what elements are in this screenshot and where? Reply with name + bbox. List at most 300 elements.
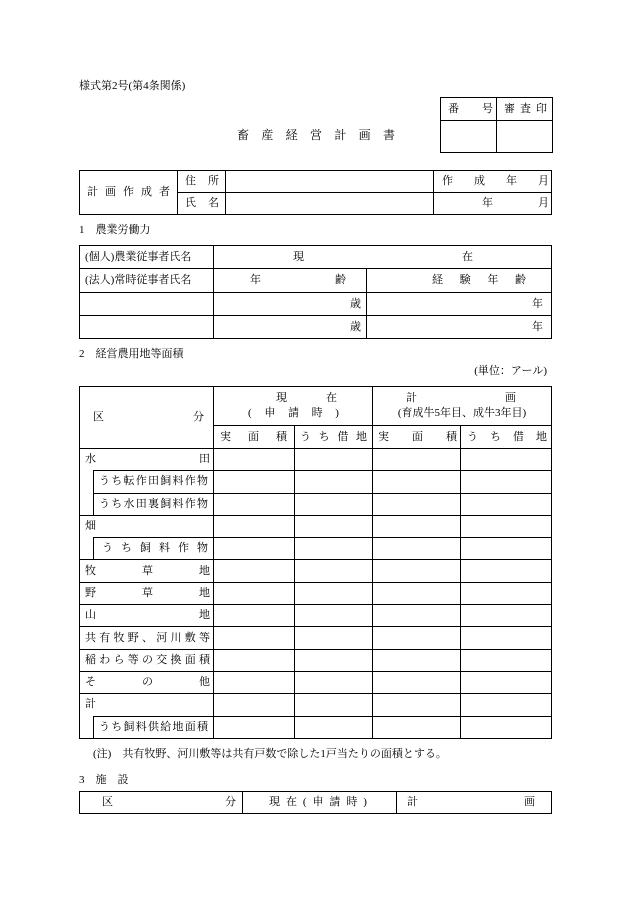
plan-area-cell: [373, 493, 461, 515]
plan-area-cell: [373, 582, 461, 604]
corporate-label-cell: [80, 269, 214, 293]
current-leased-cell: [295, 560, 373, 582]
facilities-table: [79, 791, 552, 814]
label-glyph: う: [467, 430, 478, 443]
current-area-cell: [214, 582, 295, 604]
label-glyph: 月: [538, 197, 549, 209]
label-glyph: ち: [121, 542, 132, 555]
plan-leased-header: [461, 426, 552, 449]
current-header-cell: [214, 387, 373, 426]
label-glyph: 積: [199, 653, 210, 666]
current-area-cell: [214, 493, 295, 515]
category-label: [80, 411, 213, 424]
label-glyph: 野: [127, 631, 139, 644]
label-glyph: 水: [123, 497, 135, 510]
experience-header-cell: [367, 269, 552, 293]
label-glyph: 営: [309, 128, 322, 142]
plan-area-cell: [373, 471, 461, 493]
row-label-cell: [80, 694, 214, 716]
label-glyph: ): [363, 796, 367, 808]
creator-table: [79, 170, 552, 215]
label-glyph: 画: [105, 186, 116, 198]
label-glyph: 借: [513, 430, 524, 443]
label-glyph: 所: [208, 175, 219, 187]
label-glyph: 積: [276, 430, 287, 443]
experience-cell: [367, 316, 552, 339]
plan-leased-cell: [461, 627, 552, 649]
land-row-feed-supply: [80, 716, 552, 738]
plan-leased-cell: [461, 538, 552, 560]
facilities-plan-label: [397, 796, 551, 809]
label-glyph: 面: [248, 430, 259, 443]
label-glyph: 産: [261, 128, 274, 142]
label-glyph: ): [335, 407, 339, 419]
label-glyph: 現: [269, 796, 280, 808]
land-row-paddy: [80, 449, 552, 471]
plan-area-cell: [373, 515, 461, 537]
label-glyph: 地: [355, 430, 367, 443]
label-glyph: 時: [311, 407, 323, 419]
label-glyph: 敷: [184, 631, 196, 644]
label-glyph: 物: [197, 542, 208, 555]
label-glyph: 裏: [148, 497, 159, 510]
review-stamp-label: [497, 103, 552, 116]
plan-leased-label: [461, 431, 551, 444]
creator-label-cell: [80, 171, 178, 215]
label-glyph: 飼: [160, 497, 172, 510]
label-glyph: 有: [99, 631, 111, 644]
plan-area-cell: [373, 649, 461, 671]
label-glyph: 分: [193, 411, 204, 423]
label-glyph: 請: [287, 407, 299, 419]
current-area-cell: [214, 671, 295, 693]
label-glyph: 稲: [85, 653, 96, 666]
label-glyph: (: [302, 796, 307, 808]
label-glyph: 作: [442, 175, 453, 187]
stamp-header-row: [441, 98, 553, 121]
label-glyph: 画: [505, 392, 517, 404]
current-leased-header: [295, 426, 373, 449]
label-glyph: 名: [208, 197, 219, 209]
plan-area-cell: [373, 716, 461, 738]
label-glyph: 実: [378, 430, 389, 443]
label-glyph: 経: [432, 274, 443, 286]
label-glyph: 成: [141, 186, 152, 198]
label-glyph: 野: [85, 586, 96, 599]
created-date-label-cell: [434, 171, 552, 193]
label-glyph: 査: [520, 102, 531, 115]
review-stamp-header-cell: [497, 98, 553, 121]
label-glyph: 氏: [185, 197, 196, 209]
experience-unit: 年: [532, 320, 543, 333]
labor-heading: 1 農業労働力: [79, 224, 151, 236]
current-label: [214, 391, 372, 406]
row-label-paddy: [80, 453, 213, 466]
plan-leased-cell: [461, 605, 552, 627]
worker-name-cell: [80, 293, 214, 316]
plan-area-cell: [373, 605, 461, 627]
label-glyph: う: [99, 475, 110, 488]
label-glyph: 等: [127, 653, 139, 666]
experience-label: [367, 274, 551, 287]
stamp-value-row: [441, 121, 553, 153]
label-glyph: 飼: [160, 475, 172, 488]
label-glyph: 齢: [335, 274, 346, 286]
label-glyph: う: [102, 542, 113, 555]
label-glyph: 積: [446, 430, 457, 443]
row-label-cell: [80, 515, 214, 537]
row-label-cell: [80, 627, 214, 649]
label-glyph: 共: [85, 631, 96, 644]
land-row-mountain: [80, 605, 552, 627]
row-label-other: [80, 676, 213, 689]
label-glyph: 換: [170, 653, 182, 666]
label-glyph: 区: [102, 796, 113, 808]
label-glyph: 作: [184, 475, 196, 488]
current-area-cell: [214, 471, 295, 493]
label-glyph: 現: [276, 392, 287, 404]
row-label-cell: [80, 605, 214, 627]
label-glyph: 、: [142, 631, 153, 644]
label-glyph: 作: [184, 497, 196, 510]
label-glyph: 川: [170, 631, 182, 644]
label-glyph: 地: [172, 720, 184, 733]
label-glyph: 験: [459, 274, 471, 286]
current-area-cell: [214, 694, 295, 716]
row-label-cell: [94, 493, 214, 515]
labor-row: [80, 316, 552, 339]
label-glyph: 面: [184, 653, 196, 666]
row-label-cell: [80, 449, 214, 471]
label-glyph: 山: [85, 609, 96, 622]
current-area-cell: [214, 449, 295, 471]
label-glyph: 申: [312, 796, 324, 808]
label-glyph: 物: [197, 497, 208, 510]
current-leased-cell: [295, 493, 373, 515]
current-area-cell: [214, 538, 295, 560]
label-glyph: 牧: [85, 564, 96, 577]
creator-label: [80, 186, 177, 199]
plan-leased-cell: [461, 560, 552, 582]
label-glyph: 地: [536, 430, 547, 443]
label-glyph: 田: [199, 453, 210, 466]
land-row-paddy-winter-feed: [80, 493, 552, 515]
plan-leased-cell: [461, 582, 552, 604]
land-row-common-pasture: [80, 627, 552, 649]
label-glyph: そ: [85, 676, 96, 689]
age-cell: [214, 316, 367, 339]
current-area-cell: [214, 560, 295, 582]
row-label-straw-exchange: [80, 654, 213, 667]
land-row-straw-exchange: [80, 649, 552, 671]
label-glyph: 請: [329, 796, 341, 808]
label-glyph: 面: [184, 720, 196, 733]
plan-area-cell: [373, 449, 461, 471]
current-leased-label: [295, 431, 372, 444]
label-glyph: 作: [178, 542, 189, 555]
label-glyph: 地: [199, 609, 210, 622]
label-glyph: 住: [185, 175, 196, 187]
number-label: [441, 103, 496, 116]
row-label-cell: [80, 560, 214, 582]
label-glyph: 年: [487, 274, 499, 286]
facilities-category-header: [80, 792, 243, 814]
label-glyph: 印: [536, 102, 547, 115]
row-label-total: 計: [85, 698, 96, 711]
labor-row: [80, 293, 552, 316]
label-glyph: 区: [93, 411, 104, 423]
name-value-cell: [226, 193, 434, 215]
facilities-heading: 3 施 設: [79, 774, 129, 786]
plan-leased-cell: [461, 649, 552, 671]
labor-table: [79, 245, 552, 339]
current-header-cell: [214, 246, 552, 269]
plan-area-cell: [373, 694, 461, 716]
address-label: [178, 175, 225, 188]
label-glyph: ち: [490, 430, 501, 443]
current-leased-cell: [295, 582, 373, 604]
row-label-mountain: [80, 609, 213, 622]
experience-unit: 年: [532, 297, 543, 310]
current-leased-cell: [295, 471, 373, 493]
label-glyph: 畜: [237, 128, 250, 142]
label-glyph: 年: [250, 274, 261, 286]
label-glyph: 書: [382, 128, 395, 142]
label-glyph: 実: [220, 430, 231, 443]
label-glyph: の: [142, 653, 153, 666]
age-unit: 歳: [350, 320, 361, 333]
label-glyph: 草: [142, 586, 153, 599]
plan-area-cell: [373, 671, 461, 693]
label-glyph: 他: [199, 676, 210, 689]
label-glyph: 給: [160, 720, 172, 733]
number-header-cell: [441, 98, 497, 121]
review-stamp-cell: [497, 121, 553, 153]
row-label-pasture: [80, 565, 213, 578]
label-glyph: 計: [407, 796, 418, 808]
label-glyph: 者: [159, 186, 170, 198]
label-glyph: 審: [504, 102, 515, 115]
created-date-units: [434, 197, 551, 210]
label-glyph: 画: [358, 128, 371, 142]
indent-spacer-cell: [80, 716, 94, 738]
label-glyph: 成: [474, 175, 485, 187]
label-glyph: 田: [148, 475, 159, 488]
row-label-upland: 畑: [85, 520, 96, 533]
plan-area-cell: [373, 627, 461, 649]
plan-leased-cell: [461, 716, 552, 738]
label-glyph: 在: [326, 392, 337, 404]
label-glyph: 時: [346, 796, 358, 808]
label-glyph: ち: [318, 430, 330, 443]
current-area-label: [214, 431, 294, 444]
label-glyph: わ: [99, 653, 111, 666]
current-sub-label: [214, 406, 372, 421]
stamp-box: [440, 97, 553, 153]
label-glyph: う: [99, 720, 110, 733]
individual-label-cell: [80, 246, 214, 269]
current-leased-cell: [295, 649, 373, 671]
indent-spacer-cell: [80, 538, 94, 560]
created-date-value-cell: [434, 193, 552, 215]
land-row-other: [80, 671, 552, 693]
label-glyph: ち: [111, 497, 123, 510]
plan-label: [373, 391, 551, 406]
row-label-feed-supply: [94, 721, 213, 734]
label-glyph: ち: [111, 720, 123, 733]
label-glyph: 齢: [514, 274, 526, 286]
current-area-cell: [214, 649, 295, 671]
row-label-paddy-winter-feed: [94, 498, 213, 511]
row-label-wild-grassland: [80, 587, 213, 600]
creator-address-row: [80, 171, 552, 193]
plan-leased-cell: [461, 471, 552, 493]
label-glyph: 牧: [113, 631, 125, 644]
address-label-cell: [178, 171, 226, 193]
row-label-cell: [80, 649, 214, 671]
label-glyph: 物: [197, 475, 208, 488]
land-row-pasture: [80, 560, 552, 582]
current-area-cell: [214, 627, 295, 649]
address-value-cell: [226, 171, 434, 193]
current-leased-cell: [295, 627, 373, 649]
name-label: [178, 197, 225, 210]
current-area-cell: [214, 716, 295, 738]
label-glyph: 等: [199, 631, 210, 644]
land-heading: 2 経営農用地等面積: [79, 348, 184, 360]
row-label-common-pasture: [80, 632, 213, 645]
label-glyph: (: [248, 407, 252, 419]
plan-leased-cell: [461, 694, 552, 716]
label-glyph: 借: [337, 430, 349, 443]
plan-area-label: [373, 431, 460, 444]
label-glyph: 計: [334, 128, 347, 142]
label-glyph: 号: [482, 102, 493, 115]
label-glyph: 河: [156, 631, 168, 644]
label-glyph: ち: [111, 475, 123, 488]
label-glyph: 供: [148, 720, 159, 733]
facilities-category-label: [80, 796, 242, 809]
land-row-upland: [80, 515, 552, 537]
current-leased-cell: [295, 449, 373, 471]
plan-leased-cell: [461, 493, 552, 515]
label-glyph: 在: [285, 796, 297, 808]
land-table: [79, 386, 552, 739]
facilities-current-label: [243, 796, 396, 809]
label-glyph: 申: [264, 407, 276, 419]
row-label-upland-feed: [94, 542, 213, 555]
land-unit: (単位：アール): [474, 365, 547, 377]
label-glyph: ら: [113, 653, 125, 666]
indent-spacer-cell: [80, 471, 94, 516]
plan-leased-cell: [461, 671, 552, 693]
label-glyph: 交: [156, 653, 168, 666]
plan-area-header: [373, 426, 461, 449]
plan-area-cell: [373, 560, 461, 582]
label-glyph: 地: [199, 586, 210, 599]
current-leased-cell: [295, 671, 373, 693]
land-row-total: [80, 694, 552, 716]
corporate-worker-label: (法人)常時従事者氏名: [85, 274, 192, 286]
row-label-cell: [94, 716, 214, 738]
name-label-cell: [178, 193, 226, 215]
label-glyph: 年: [506, 175, 517, 187]
label-glyph: 料: [172, 475, 184, 488]
label-glyph: 月: [538, 175, 549, 187]
label-glyph: 料: [159, 542, 170, 555]
label-glyph: 分: [225, 796, 236, 808]
label-glyph: 画: [524, 796, 535, 808]
age-label: [214, 274, 366, 287]
land-note: (注) 共有牧野、河川敷等は共有戸数で除した1戸当たりの面積とする。: [93, 748, 447, 760]
labor-header-row-2: [80, 269, 552, 293]
labor-header-row-1: [80, 246, 552, 269]
current-leased-cell: [295, 716, 373, 738]
number-value-cell: [441, 121, 497, 153]
current-area-header: [214, 426, 295, 449]
label-glyph: 料: [135, 720, 147, 733]
label-glyph: 料: [172, 497, 184, 510]
facilities-current-header: [243, 792, 397, 814]
label-glyph: 飼: [123, 720, 135, 733]
plan-leased-cell: [461, 449, 552, 471]
worker-name-cell: [80, 316, 214, 339]
label-glyph: 番: [448, 102, 459, 115]
label-glyph: 計: [87, 186, 98, 198]
current-label: [214, 251, 551, 264]
label-glyph: う: [300, 430, 311, 443]
current-leased-cell: [295, 515, 373, 537]
facilities-plan-header: [397, 792, 552, 814]
label-glyph: 転: [123, 475, 135, 488]
label-glyph: 積: [197, 720, 208, 733]
label-glyph: う: [99, 497, 110, 510]
label-glyph: 作: [123, 186, 134, 198]
category-header-cell: [80, 387, 214, 449]
facilities-header-row: [80, 792, 552, 814]
experience-cell: [367, 293, 552, 316]
label-glyph: 経: [285, 128, 298, 142]
individual-worker-label: (個人)農業従事者氏名: [85, 250, 192, 263]
plan-leased-cell: [461, 515, 552, 537]
label-glyph: 飼: [140, 542, 151, 555]
label-glyph: 現: [293, 250, 304, 263]
label-glyph: 面: [412, 430, 423, 443]
land-row-upland-feed: [80, 538, 552, 560]
label-glyph: 年: [482, 197, 493, 209]
land-header-row-1: [80, 387, 552, 426]
plan-header-cell: [373, 387, 552, 426]
age-header-cell: [214, 269, 367, 293]
label-glyph: 水: [85, 453, 96, 466]
plan-sub-label: (育成牛5年目、成牛3年目): [397, 407, 527, 419]
age-unit: 歳: [350, 297, 361, 310]
current-leased-cell: [295, 538, 373, 560]
label-glyph: 地: [199, 564, 210, 577]
land-row-wild-grassland: [80, 582, 552, 604]
label-glyph: 草: [142, 564, 153, 577]
label-glyph: 田: [135, 497, 147, 510]
label-glyph: 計: [406, 392, 417, 404]
document-title: [237, 128, 395, 142]
land-row-converted-paddy-feed: [80, 471, 552, 493]
created-date-label: [434, 175, 551, 188]
current-leased-cell: [295, 694, 373, 716]
row-label-converted-paddy-feed: [94, 475, 213, 488]
row-label-cell: [80, 671, 214, 693]
row-label-cell: [94, 538, 214, 560]
age-cell: [214, 293, 367, 316]
